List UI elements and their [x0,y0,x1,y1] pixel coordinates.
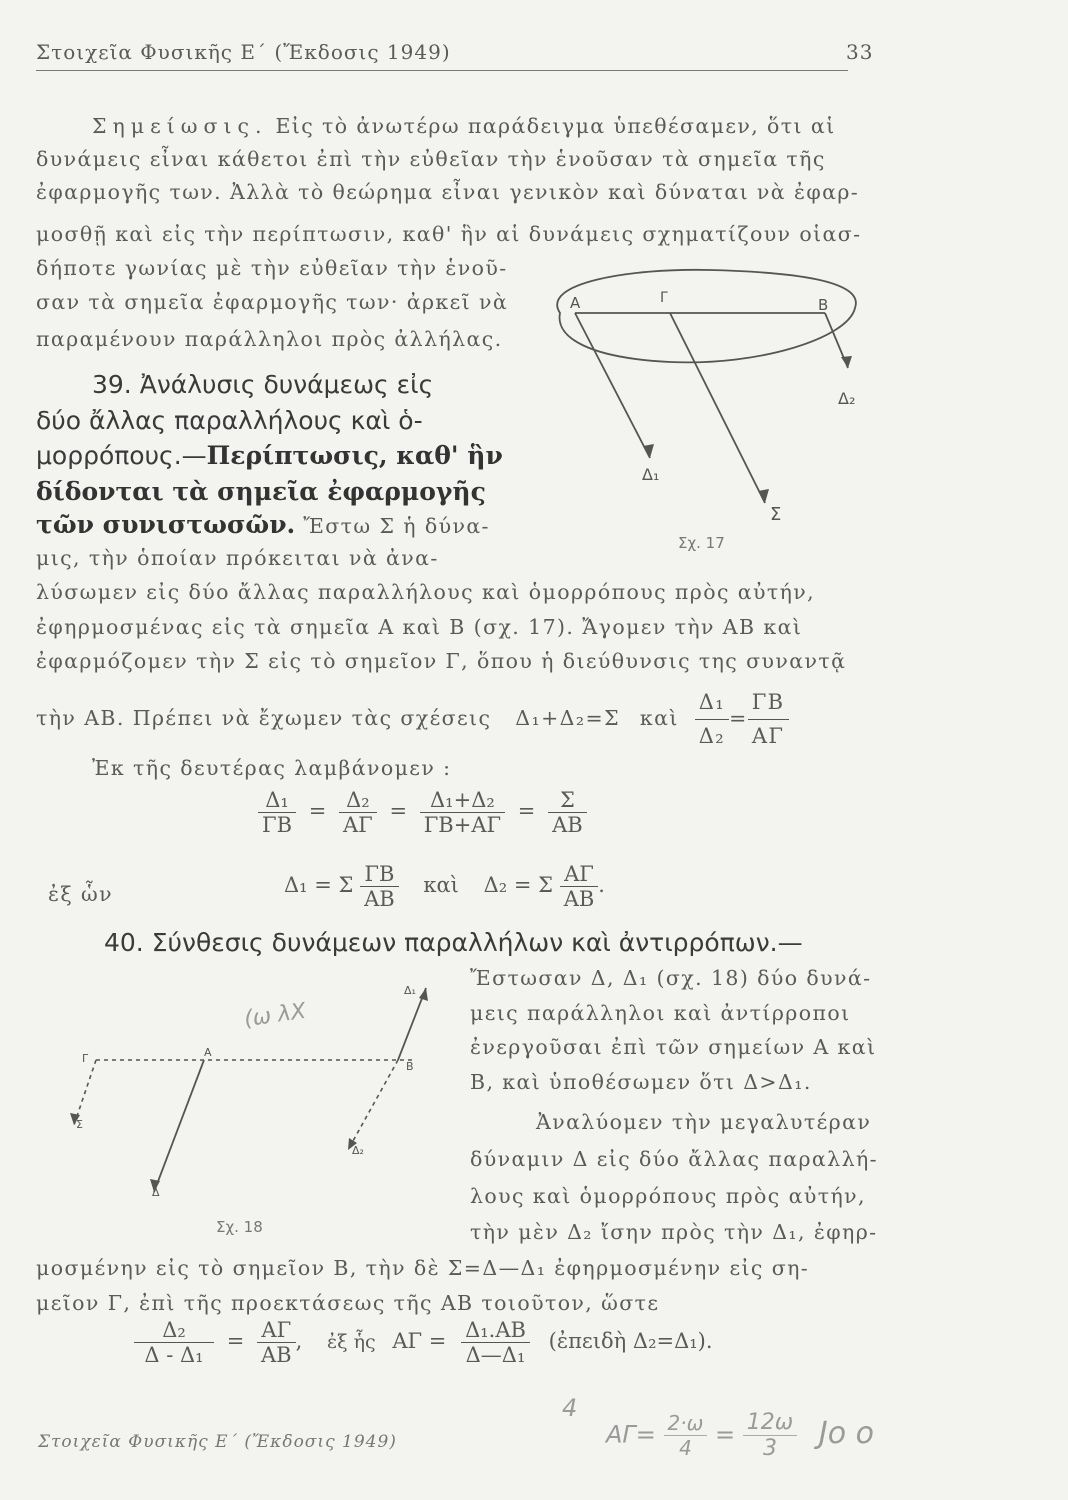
header-rule [36,70,848,71]
handwritten-note-top: (ω λΧ [242,998,308,1033]
section-40-line-2: μεις παράλληλοι καὶ ἀντίρροποι [470,1001,851,1025]
section-40-line-1: Ἔστωσαν Δ, Δ₁ (σχ. 18) δύο δυνά- [470,966,872,990]
note-line-6: σαν τὰ σημεῖα ἐφαρμογῆς των· ἀρκεῖ νὰ [36,290,509,314]
page-footer: Στοιχεῖα Φυσικῆς Ε΄ (Ἔκδοσις 1949) [38,1432,397,1452]
section-40-line-7: λους καὶ ὁμορρόπους πρὸς αὐτήν, [470,1184,866,1208]
fig18-force-d [154,1060,204,1192]
section-39-line-5: τῶν συνιστωσῶν. Ἔστω Σ ἡ δύνα- [36,510,490,539]
fig18-label-g: Γ [82,1052,89,1065]
handwritten-four: 4 [562,1394,578,1422]
section-39-title-line-3: μορρόπους.—Περίπτωσις, καθ' ἣν [36,441,503,470]
note-label: Σημείωσις. [92,114,268,138]
fig18-label-s: Σ [76,1118,83,1131]
fig18-label-a: Α [204,1046,212,1059]
fraction-gb-ag: $\frac{\Gamma B}{A\Gamma}$ [748,686,789,753]
fig17-force-d1 [575,313,650,458]
page-number: 33 [846,40,874,64]
fig18-label-d: Δ [152,1186,160,1199]
figure-17 [520,258,880,558]
section-40-line-6: δύναμιν Δ εἰς δύο ἄλλας παραλλή- [470,1147,878,1171]
fig18-force-d2 [348,1060,398,1150]
fig17-label-b: Β [818,296,829,314]
note-line-2: δυνάμεις εἶναι κάθετοι ἐπὶ τὴν εὐθεῖαν τὴν ἑνοῦσαν τὰ σημεῖα τῆς [36,147,826,171]
section-39-line-6: μις, τὴν ὁποίαν πρόκειται νὰ ἀνα- [36,546,439,570]
second-relation-text: Ἐκ τῆς δευτέρας λαμβάνομεν : [92,756,452,780]
section-39-number: 39. [92,370,132,399]
fig17-label-s: Σ [770,504,782,525]
fig18-caption: Σχ. 18 [216,1218,263,1236]
derived-formulas: Δ₁ = Σ $\frac{\Gamma B}{AB}$ καὶ Δ₂ = Σ $\frac{A\Gamma}{AB}$ . [284,862,605,911]
fig18-label-d1: Δ₁ [404,984,416,997]
fig17-label-d1: Δ₁ [642,465,660,484]
figure-18 [56,970,456,1240]
fraction-d1-d2: $\frac{\text{Δ₁}}{\text{Δ₂}}$ [695,686,729,753]
section-39-title-line-2: δύο ἄλλας παραλλήλους καὶ ὁ- [36,406,423,435]
note-line-4: μοσθῇ καὶ εἰς τὴν περίπτωσιν, καθ' ἣν αἱ δυνάμεις σχηματίζουν οἱασ- [36,222,862,246]
running-header: Στοιχεῖα Φυσικῆς Ε΄ (Ἔκδοσις 1949) [36,40,451,64]
fig17-force-s [670,313,765,503]
section-39-line-8: ἐφηρμοσμένας εἰς τὰ σημεῖα Α καὶ Β (σχ. 17). Ἄγομεν τὴν ΑΒ καὶ [36,615,803,639]
section-39-line-7: λύσωμεν εἰς δύο ἄλλας παραλλήλους καὶ ὁμορρόπους πρὸς αὐτήν, [36,580,816,604]
section-40-line-4: Β, καὶ ὑποθέσωμεν ὅτι Δ>Δ₁. [470,1070,812,1094]
ratio-chain: $\frac{\text{Δ₁}}{\Gamma B}$ = $\frac{\text{Δ₂}}{A\Gamma}$ = $\frac{\text{Δ₁+Δ₂}}{\Gamma B+A\Gamma}$ = $\frac{\Sigma}{AB}$ [258,788,587,837]
section-40-line-8: τὴν μὲν Δ₂ ἴσην πρὸς τὴν Δ₁, ἐφηρ- [470,1220,878,1244]
section-40-line-3: ἐνεργοῦσαι ἐπὶ τῶν σημείων Α καὶ [470,1035,877,1059]
note-line-3: ἐφαρμογῆς των. Ἀλλὰ τὸ θεώρημα εἶναι γενικὸν καὶ δύναται νὰ ἐφαρ- [36,180,860,204]
fig18-label-d2: Δ₂ [352,1144,364,1157]
ex-on-label: ἐξ ὧν [48,882,113,906]
note-line-5: δήποτε γωνίας μὲ τὴν εὐθεῖαν τὴν ἑνοῦ- [36,256,508,280]
fig17-body-outline [557,270,856,363]
fig17-caption: Σχ. 17 [678,534,725,552]
section-39-title-line-4: δίδονται τὰ σημεῖα ἐφαρμογῆς [36,477,486,506]
section-40-number: 40. [104,928,144,957]
final-formula: $\frac{\text{Δ₂}}{\text{Δ - Δ₁}}$ = $\frac{A\Gamma}{AB}$ , ἐξ ἧς ΑΓ = $\frac{\text{Δ₁.ΑΒ}}{\text{Δ—Δ₁}}$ (ἐπειδὴ Δ₂=Δ₁). [134,1318,713,1367]
fig17-label-a: Α [570,294,581,312]
handwritten-calc: ΑΓ= $\frac{2\cdot\omega}{4}$ = $\frac{12\omega}{3}$ Jo o [606,1410,874,1461]
fig17-label-d2: Δ₂ [838,389,856,408]
section-40-line-9: μοσμένην εἰς τὸ σημεῖον Β, τὴν δὲ Σ=Δ—Δ₁ ἐφηρμοσμένην εἰς ση- [36,1256,810,1280]
fig17-label-g: Γ [660,290,668,306]
relation-line: τὴν ΑΒ. Πρέπει νὰ ἔχωμεν τὰς σχέσεις Δ₁+Δ₂=Σ καὶ $\frac{\text{Δ₁}}{\text{Δ₂}}$ = $\frac{\Gamma B}{A\Gamma}$ [36,686,789,753]
section-40-line-10: μεῖον Γ, ἐπὶ τῆς προεκτάσεως τῆς ΑΒ τοιοῦτον, ὥστε [36,1291,660,1315]
section-39-title-line-1: 39. Ἀνάλυσις δυνάμεως εἰς [92,370,434,399]
section-40-title: 40. Σύνθεσις δυνάμεων παραλλήλων καὶ ἀντιρρόπων.— [104,928,803,957]
section-40-line-5: Ἀναλύομεν τὴν μεγαλυτέραν [536,1110,872,1134]
section-39-line-9: ἐφαρμόζομεν τὴν Σ εἰς τὸ σημεῖον Γ, ὅπου ἡ διεύθυνσις της συναντᾷ [36,649,847,673]
note-line-7: παραμένουν παράλληλοι πρὸς ἀλλήλας. [36,327,503,351]
note-line-1: Σημείωσις. Εἰς τὸ ἀνωτέρω παράδειγμα ὑπεθέσαμεν, ὅτι αἱ [92,114,836,138]
fig18-label-b: Β [406,1060,414,1073]
fig18-arrow-d1 [419,988,428,1001]
